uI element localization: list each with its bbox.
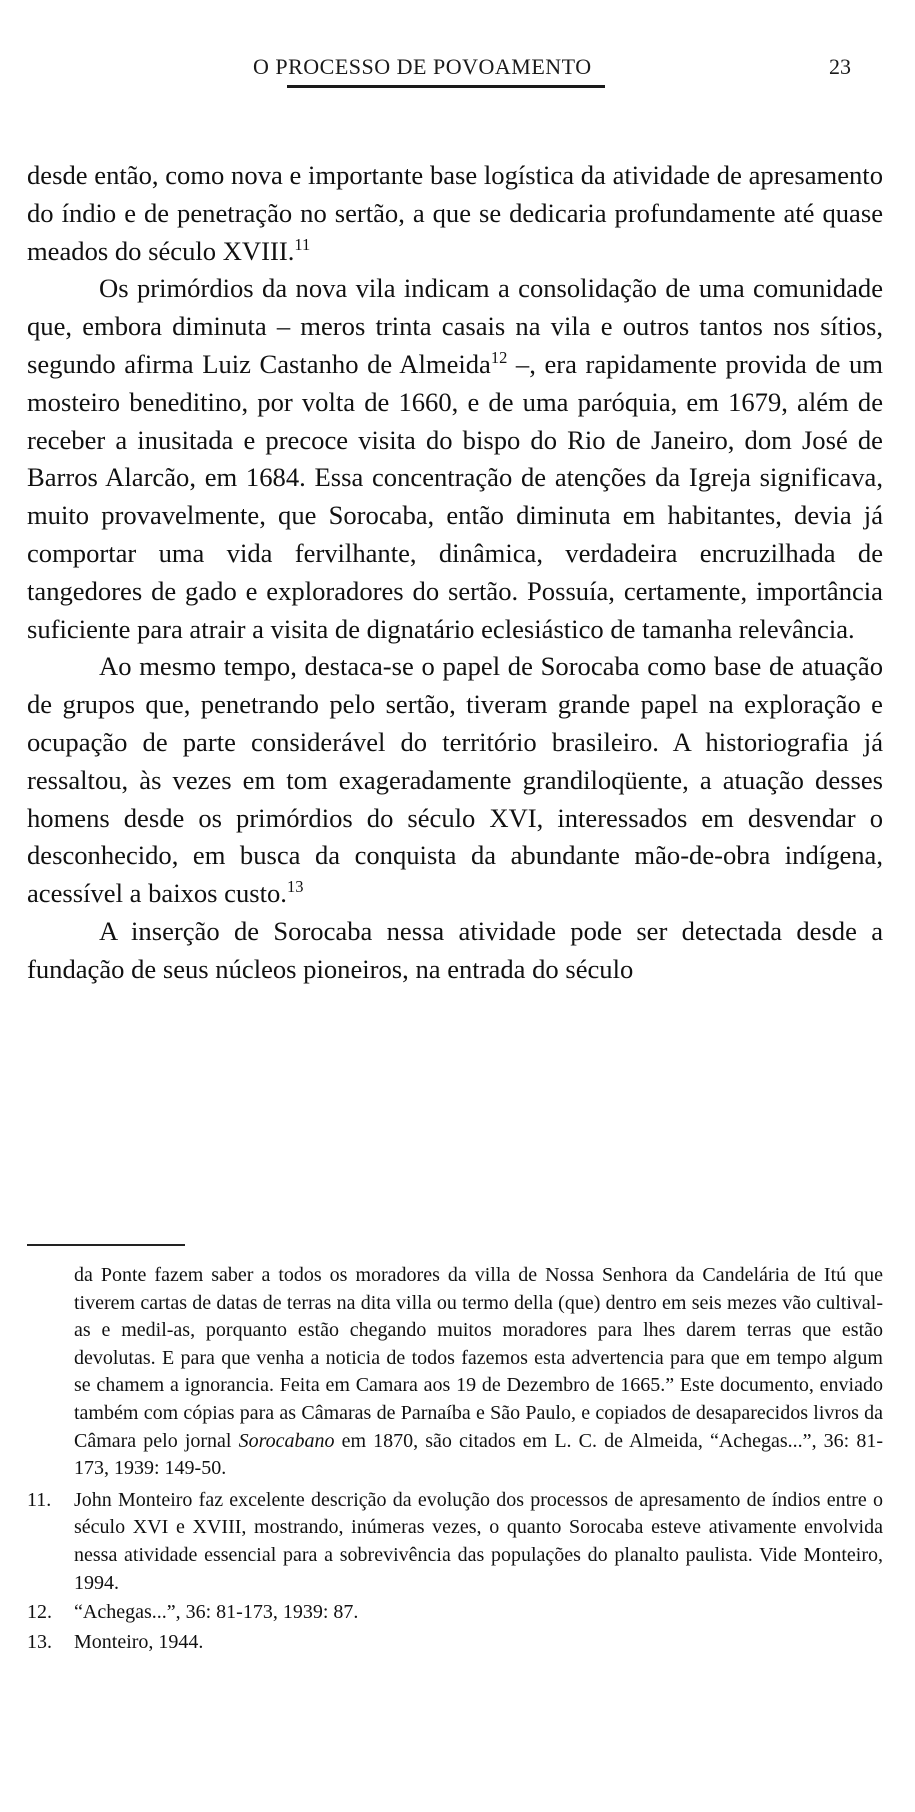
paragraph-3 xyxy=(27,648,883,913)
footnotes xyxy=(27,1262,883,1658)
footnote-number: 13. xyxy=(27,1630,52,1653)
footnote-text: da Ponte fazem saber a todos os moradores da villa de Nossa Senhora da Candelária de Itú que tiverem cartas de datas de terras na dita villa ou termo della (que) dentro em seis mezes vão cultival-as e medil-as, porquanto estão chegando muitos moradores para lhes darem terras que estão devolutas. E para que venha a noticia de todos fazemos esta advertencia para que em tempo algum se chamem a ignorancia. Feita em Camara aos 19 de Dezembro de 1665.” Este documento, enviado também com cópias para as Câmaras de Parnaíba e São Paulo, e copiados de desaparecidos livros da Câmara pelo jornal xyxy=(74,1264,883,1452)
footnote-ref[interactable]: 12 xyxy=(490,347,508,367)
footnote-text: John Monteiro faz excelente descrição da evolução dos processos de apresamento de índios entre o século XVI e XVIII, mostrando, inúmeras vezes, o quanto Sorocaba esteve ativamente envolvida nessa atividade essencial para a sobrevivência das populações do planalto paulista. Vide Monteiro, 1994. xyxy=(74,1488,883,1594)
paragraph-text: A inserção de Sorocaba nessa atividade pode ser detectada desde a fundação de seus núcleos pioneiros, na entrada do século xyxy=(27,915,883,984)
paragraph-text: Ao mesmo tempo, destaca-se o papel de Sorocaba como base de atuação de grupos que, penetrando pelo sertão, tiveram grande papel na exploração e ocupação de parte considerável do território brasileiro. A historiografia já ressaltou, às vezes em tom exageradamente grandiloqüente, a atuação desses homens desde os primórdios do século XVI, interessados em desvendar o desconhecido, em busca da conquista da abundante mão-de-obra indígena, acessível a baixos custo. xyxy=(27,651,883,909)
footnote-ref[interactable]: 13 xyxy=(286,876,304,896)
paragraph-1 xyxy=(27,157,883,270)
paragraph-text-continued: –, era rapidamente provida de um mosteiro beneditino, por volta de 1660, e de uma paróquia, em 1679, além de receber a inusitada e precoce visita do bispo do Rio de Janeiro, dom José de Barros Alarcão, em 1684. Essa concentração de atenções da Igreja significava, muito provavelmente, que Sorocaba, então diminuta em habitantes, devia já comportar uma vida fervilhante, dinâmica, verdadeira encruzilhada de tangedores de gado e exploradores do sertão. Possuía, certamente, importância suficiente para atrair a visita de dignatário eclesiástico de tamanha relevância. xyxy=(27,348,883,644)
page-number: 23 xyxy=(829,54,851,79)
paragraph-4 xyxy=(27,913,883,989)
paragraph-text: Os primórdios da nova vila indicam a consolidação de uma comunidade que, embora diminuta – meros trinta casais na vila e outros tantos nos sítios, segundo afirma Luiz Castanho de Almeida xyxy=(27,273,883,379)
footnote-continuation xyxy=(27,1262,883,1483)
footnote-ref[interactable]: 11 xyxy=(294,234,311,254)
title-underline xyxy=(287,85,605,88)
footnote-13 xyxy=(27,1629,883,1657)
footnote-text: Monteiro, 1944. xyxy=(74,1630,204,1653)
footnote-number: 12. xyxy=(27,1601,52,1624)
newspaper-title: Sorocabano xyxy=(238,1429,335,1452)
footnote-separator xyxy=(27,1244,185,1246)
footnote-text-continued: em 1870, são citados em L. C. de Almeida, “Achegas...”, 36: 81-173, 1939: 149-50. xyxy=(74,1429,883,1480)
footnote-text: “Achegas...”, 36: 81-173, 1939: 87. xyxy=(74,1601,359,1624)
running-title: O PROCESSO DE POVOAMENTO xyxy=(253,54,592,79)
footnote-number: 11. xyxy=(27,1488,52,1511)
footnote-11 xyxy=(27,1487,883,1597)
paragraph-2 xyxy=(27,270,883,648)
page-header xyxy=(0,54,915,90)
footnote-12 xyxy=(27,1599,883,1627)
main-text xyxy=(27,157,883,989)
paragraph-text: desde então, como nova e importante base logística da atividade de apresamento do índio e de penetração no sertão, a que se dedicaria profundamente até quase meados do século XVIII. xyxy=(27,160,883,266)
